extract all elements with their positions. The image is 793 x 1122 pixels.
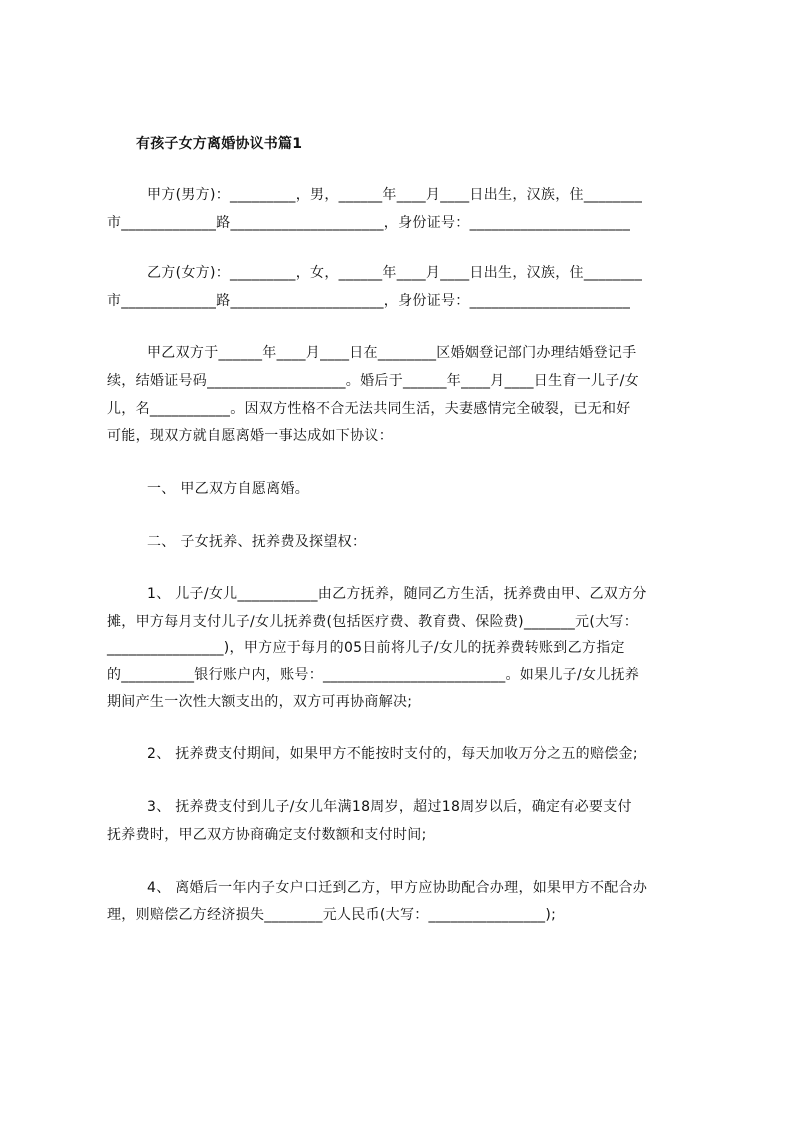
clause-2-custody-heading: 二、 子女抚养、抚养费及探望权： xyxy=(147,534,367,550)
paragraph-marriage-line-4: 可能，现双方就自愿离婚一事达成如下协议： xyxy=(107,428,393,444)
item-1-line-3: ________________)，甲方应于每月的05日前将儿子/女儿的抚养费转账到乙方指定 xyxy=(107,640,625,656)
item-4-line-2: 理，则赔偿乙方经济损失________元人民币(大写：________________); xyxy=(107,907,557,923)
item-1-line-1: 1、 儿子/女儿___________由乙方抚养，随同乙方生活，抚养费由甲、乙双方分 xyxy=(147,586,647,602)
item-1-line-5: 期间产生一次性大额支出的，双方可再协商解决; xyxy=(107,694,413,710)
item-2-line-1: 2、 抚养费支付期间，如果甲方不能按时支付的，每天加收万分之五的赔偿金; xyxy=(147,746,638,762)
paragraph-marriage-line-2: 续，结婚证号码___________________。婚后于______年____月____日生育一儿子/女 xyxy=(107,373,639,389)
item-3-line-2: 抚养费时，甲乙双方协商确定支付数额和支付时间; xyxy=(107,827,427,843)
item-1-line-4: 的__________银行账户内，账号：_________________________。如果儿子/女儿抚养 xyxy=(107,667,640,683)
item-3-line-1: 3、 抚养费支付到儿子/女儿年满18周岁，超过18周岁以后，确定有必要支付 xyxy=(147,799,632,815)
paragraph-party-b-line-2: 市_____________路_____________________，身份证号：______________________ xyxy=(107,293,631,309)
item-4-line-1: 4、 离婚后一年内子女户口迁到乙方，甲方应协助配合办理，如果甲方不配合办 xyxy=(147,880,648,896)
clause-1-divorce: 一、 甲乙双方自愿离婚。 xyxy=(147,481,310,497)
document-title: 有孩子女方离婚协议书篇1 xyxy=(136,136,303,152)
paragraph-party-a-line-2: 市_____________路_____________________，身份证号：______________________ xyxy=(107,215,631,231)
paragraph-party-a-line-1: 甲方(男方)：_________，男，______年____月____日出生，汉族，住________ xyxy=(147,187,643,203)
paragraph-party-b-line-1: 乙方(女方)：_________，女，______年____月____日出生，汉族，住________ xyxy=(147,265,643,281)
item-1-line-2: 摊，甲方每月支付儿子/女儿抚养费(包括医疗费、教育费、保险费)_______元(大写： xyxy=(107,614,639,630)
paragraph-marriage-line-1: 甲乙双方于______年____月____日在________区婚姻登记部门办理结婚登记手 xyxy=(147,345,637,361)
paragraph-marriage-line-3: 儿，名___________。因双方性格不合无法共同生活，夫妻感情完全破裂，已无和好 xyxy=(107,401,631,417)
